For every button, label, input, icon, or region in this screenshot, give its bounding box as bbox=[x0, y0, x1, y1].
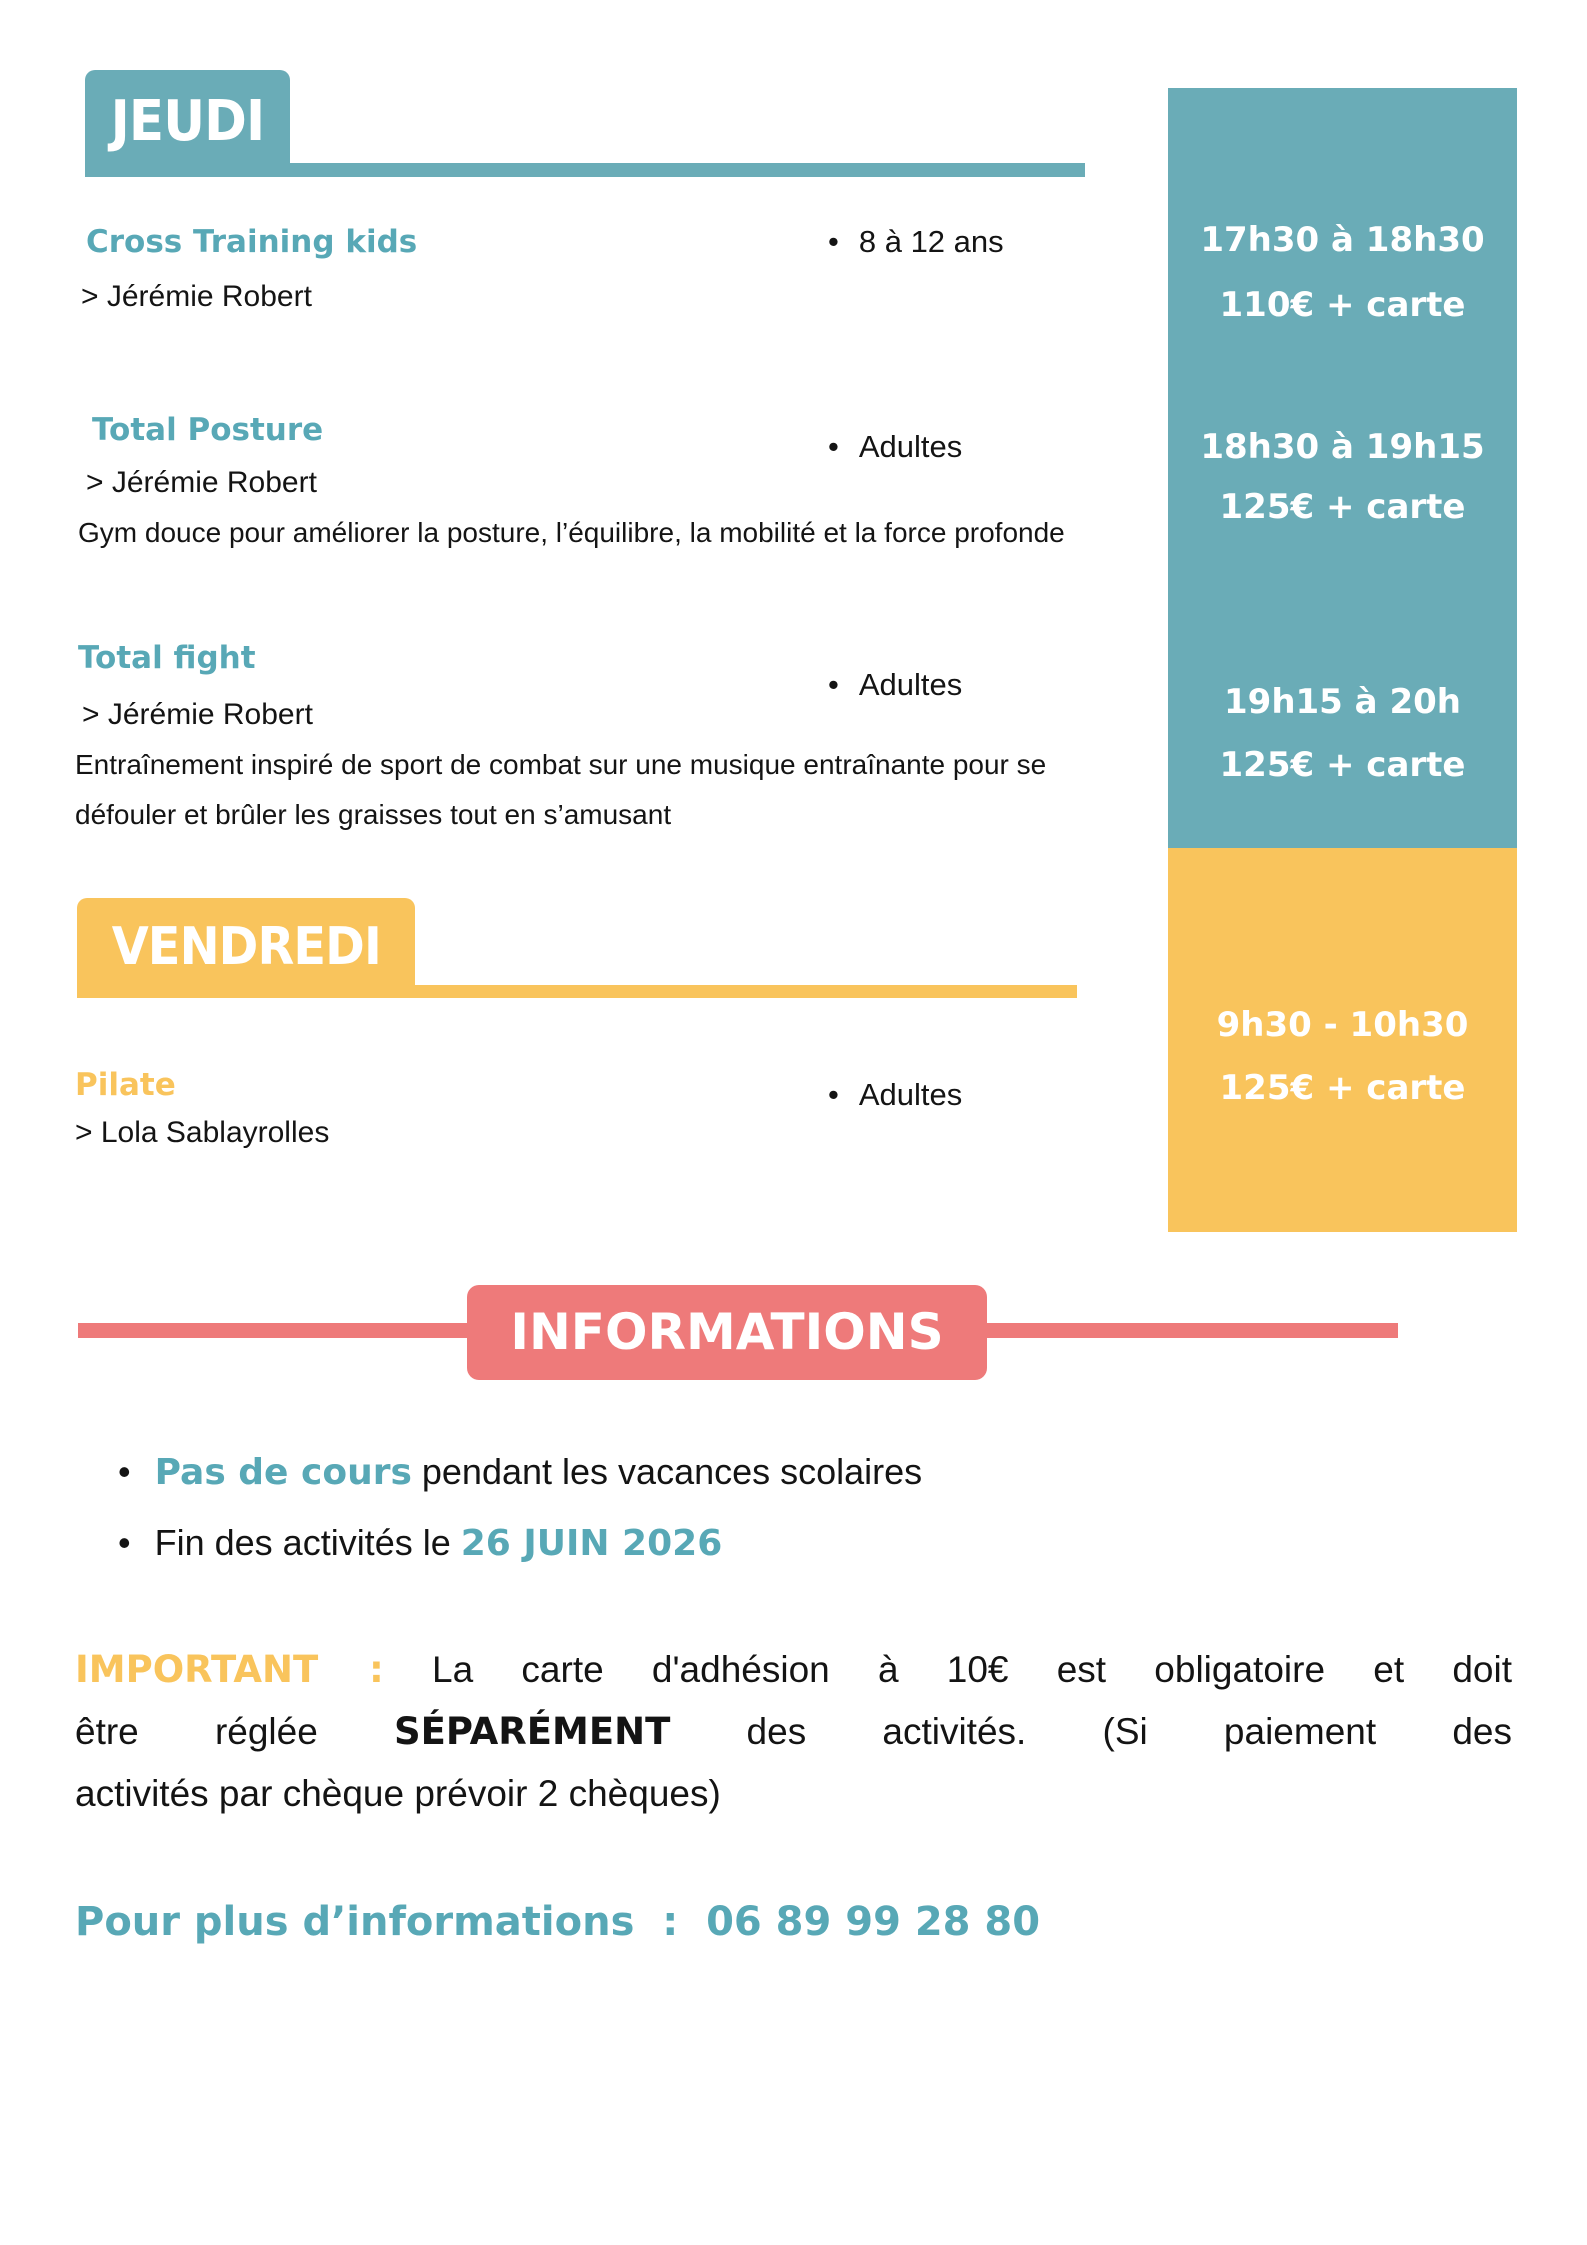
total-fight-audience: Adultes bbox=[858, 667, 963, 702]
pilate-time: 9h30 - 10h30 bbox=[1216, 1005, 1469, 1045]
total-posture-time: 18h30 à 19h15 bbox=[1200, 427, 1485, 467]
info-no-class-text bbox=[155, 1450, 923, 1495]
total-fight-instructor: > Jérémie Robert bbox=[82, 698, 313, 731]
cross-training-audience-row bbox=[828, 224, 1004, 260]
important-line1-rest: La carte d'adhésion à 10€ est obligatoire et doit bbox=[383, 1649, 1513, 1690]
informations-header bbox=[467, 1285, 987, 1380]
total-posture-audience-row bbox=[828, 429, 962, 465]
important-line2-a: être réglée bbox=[75, 1711, 394, 1752]
total-posture-audience: Adultes bbox=[858, 429, 963, 464]
bullet-icon: • bbox=[828, 667, 839, 702]
end-prefix: Fin des activités le bbox=[154, 1522, 461, 1563]
cross-training-price: 110€ + carte bbox=[1219, 285, 1466, 325]
bullet-icon: • bbox=[828, 224, 839, 259]
cross-training-title: Cross Training kids bbox=[86, 224, 418, 260]
important-line2 bbox=[75, 1701, 1512, 1763]
total-fight-price: 125€ + carte bbox=[1219, 745, 1466, 785]
total-posture-description: Gym douce pour améliorer la posture, l’équilibre, la mobilité et la force profonde bbox=[78, 517, 1065, 548]
pilate-audience: Adultes bbox=[858, 1077, 963, 1112]
contact-phone-line: Pour plus d’informations : 06 89 99 28 80 bbox=[75, 1899, 1041, 1945]
jeudi-day-label: JEUDI bbox=[110, 89, 265, 154]
pilate-price: 125€ + carte bbox=[1219, 1068, 1466, 1108]
vendredi-day-label: VENDREDI bbox=[111, 917, 381, 977]
important-line2-c: des activités. (Si paiement des bbox=[670, 1711, 1512, 1752]
vendredi-day-header bbox=[77, 898, 415, 997]
important-separement: SÉPARÉMENT bbox=[394, 1710, 671, 1753]
total-posture-instructor: > Jérémie Robert bbox=[86, 466, 317, 499]
info-end-date-text bbox=[155, 1521, 723, 1566]
no-class-rest: pendant les vacances scolaires bbox=[411, 1451, 923, 1492]
informations-title: INFORMATIONS bbox=[510, 1303, 944, 1361]
jeudi-day-header bbox=[85, 70, 290, 173]
important-paragraph bbox=[75, 1639, 1512, 1825]
bullet-icon: • bbox=[828, 429, 839, 464]
total-fight-title: Total fight bbox=[78, 640, 256, 676]
pilate-title: Pilate bbox=[75, 1067, 176, 1103]
important-line1 bbox=[75, 1639, 1512, 1701]
bullet-icon: • bbox=[828, 1077, 839, 1112]
cross-training-time: 17h30 à 18h30 bbox=[1200, 220, 1485, 260]
end-date-highlight: 26 JUIN 2026 bbox=[460, 1523, 723, 1564]
total-posture-price: 125€ + carte bbox=[1219, 487, 1466, 527]
important-label: IMPORTANT : bbox=[75, 1648, 384, 1691]
bullet-icon: • bbox=[118, 1522, 131, 1563]
pilate-audience-row bbox=[828, 1077, 962, 1113]
pilate-instructor: > Lola Sablayrolles bbox=[75, 1116, 330, 1149]
cross-training-audience: 8 à 12 ans bbox=[858, 224, 1004, 259]
important-line3: activités par chèque prévoir 2 chèques) bbox=[75, 1773, 721, 1814]
total-fight-description-line1: Entraînement inspiré de sport de combat sur une musique entraînante pour se bbox=[75, 749, 1047, 780]
total-posture-title: Total Posture bbox=[92, 412, 324, 448]
bullet-icon: • bbox=[118, 1451, 131, 1492]
info-bullet-no-class bbox=[118, 1450, 922, 1495]
info-bullet-end-date bbox=[118, 1521, 722, 1566]
total-fight-audience-row bbox=[828, 667, 962, 703]
total-fight-time: 19h15 à 20h bbox=[1224, 682, 1461, 722]
cross-training-instructor: > Jérémie Robert bbox=[81, 280, 312, 313]
total-fight-description-line2: défouler et brûler les graisses tout en s’amusant bbox=[75, 799, 672, 830]
no-class-highlight: Pas de cours bbox=[154, 1452, 412, 1493]
